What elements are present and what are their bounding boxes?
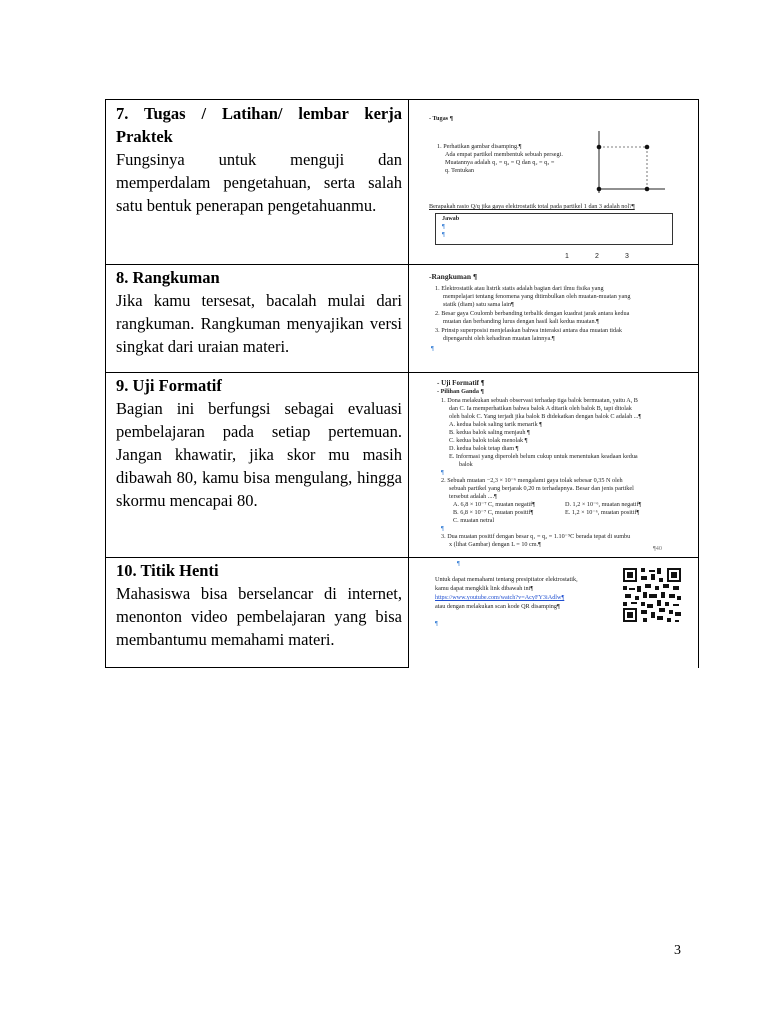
row-title: 9. Uji Formatif	[116, 376, 222, 395]
axis-label: 1	[565, 253, 569, 260]
thumb-line: x (lihat Gambar) dengan L = 10 cm.¶	[449, 541, 541, 548]
thumb-line: Berapakah rasio Q/q jika gaya elektrostatik total pada partikel 1 dan 3 adalah nol?¶	[429, 203, 635, 210]
answer-box: Jawab ¶ ¶	[435, 213, 673, 245]
row-rangkuman	[116, 266, 402, 358]
row-description: Jika kamu tersesat, bacalah mulai dari rangkuman. Rangkuman menyajikan versi singkat dari uraian materi.	[116, 291, 402, 356]
thumb-option: balok	[459, 461, 473, 468]
thumb-line: dipengaruhi oleh kehadiran muatan lainnya.¶	[443, 335, 555, 342]
thumb-line: 2. Sebuah muatan −2,3 × 10⁻⁶ mengalami gaya tolak sebesar 0,35 N oleh	[441, 477, 623, 484]
thumb-option: A. 6,8 × 10⁻⁷ C, muatan negatif¶	[453, 501, 535, 508]
thumb-option: D. kedua balok tetap diam ¶	[449, 445, 519, 452]
thumbnail-titik-henti: ¶ Untuk dapat memahami tentang presipitator elektrostatik, kamu dapat mengklik link dibawah ini¶ https://www.youtube.com/watch?v=AcyFY3iAdlw¶ atau dengan melakukan scan kode QR disamping¶ ¶	[409, 558, 698, 668]
row-description: Mahasiswa bisa berselancar di internet, menonton video pembelajaran yang bisa membantumu memahami materi.	[116, 584, 402, 649]
thumb-line: Ada empat partikel membentuk sebuah persegi.	[445, 151, 563, 158]
thumb-line: 3. Dua muatan positif dengan besar q₁ = q₂ = 1.10⁻⁹C berada tepat di sumbu	[441, 533, 631, 540]
row-description: Fungsinya untuk menguji dan memperdalam pengetahuan, serta salah satu bentuk penerapan pengetahuanmu.	[116, 150, 402, 215]
axis-label: 3	[625, 253, 629, 260]
thumb-line: dan C. Ia memperhatikan bahwa balok A ditarik oleh balok B, tapi ditolak	[449, 405, 632, 412]
row-titik-henti	[116, 559, 402, 651]
thumb-option: E. 1,2 × 10⁻⁶, muatan positif¶	[565, 509, 640, 516]
row-title: 7. Tugas / Latihan/ lembar kerja Praktek	[116, 104, 402, 146]
thumb-line: atau dengan melakukan scan kode QR disamping¶	[435, 603, 560, 610]
qr-code-icon	[621, 566, 683, 624]
thumb-line: sebuah partikel yang berjarak 0,20 m terhadapnya. Besar dan jenis partikel	[449, 485, 634, 492]
thumbnail-uji-formatif: - Uji Formatif ¶ - Pilihan Ganda ¶ 1. Dona melakukan sebuah observasi terhadap tiga balok bermuatan, yaitu A, B dan C. Ia memperhatikan bahwa balok A ditarik oleh balok B, tapi ditolak oleh balok C. Yang terjadi jika balok B didekatkan dengan balok C adalah ...¶ A. kedua balok saling tarik menarik ¶ B. kedua balok saling menjauh ¶ C. kedua balok tolak menolak ¶ D. kedua balok tetap diam ¶ E. Informasi yang diperoleh belum cukup untuk menentukan keadaan kedua balok ¶ 2. Sebuah muatan −2,3 × 10⁻⁶ mengalami gaya tolak sebesar 0,35 N oleh sebuah partikel yang berjarak 0,20 m terhadapnya. Besar dan jenis partikel tersebut adalah ....¶ A. 6,8 × 10⁻⁷ C, muatan negatif¶ D. 1,2 × 10⁻⁶, muatan negatif¶ B. 6,8 × 10⁻⁷ C, muatan positif¶ E. 1,2 × 10⁻⁶, muatan positif¶ C. muatan netral ¶ 3. Dua muatan positif dengan besar q₁ = q₂ = 1.10⁻⁹C berada tepat di sumbu x (lihat Gambar) dengan L = 10 cm.¶ ¶40	[409, 373, 698, 557]
thumb-line: q. Tentukan	[445, 167, 475, 174]
thumb-heading: -Rangkuman ¶	[429, 272, 478, 281]
row-description: Bagian ini berfungsi sebagai evaluasi pembelajaran pada setiap pertemuan. Jangan khawatir, jika skor mu masih dibawah 80, kamu bisa mengulang, hingga skormu mencapai 80.	[116, 399, 402, 510]
row-title: 8. Rangkuman	[116, 268, 220, 287]
thumb-line: mempelajari tentang fenomena yang ditimbulkan oleh muatan-muatan yang	[443, 293, 631, 300]
thumb-corner-mark: ¶40	[653, 545, 662, 552]
row-uji-formatif	[116, 374, 402, 512]
thumb-line: oleh balok C. Yang terjadi jika balok B didekatkan dengan balok C adalah ...¶	[449, 413, 642, 420]
square-charges-figure	[589, 127, 669, 197]
thumb-heading: - Tugas ¶	[429, 115, 453, 122]
thumb-line: Muatannya adalah q₁ = q₄ = Q dan q₂ = q₃ =	[445, 159, 555, 166]
row-title: 10. Titik Henti	[116, 561, 219, 580]
thumb-heading: - Uji Formatif ¶	[437, 379, 485, 387]
axis-label: 2	[595, 253, 599, 260]
content-table	[105, 99, 699, 668]
thumb-line: muatan dan berbanding lurus dengan hasil kali kedua muatan.¶	[443, 318, 599, 325]
thumb-option: B. kedua balok saling menjauh ¶	[449, 429, 530, 436]
thumb-option: B. 6,8 × 10⁻⁷ C, muatan positif¶	[453, 509, 534, 516]
row-tugas	[116, 102, 402, 217]
thumbnail-rangkuman: -Rangkuman ¶ 1. Elektrostatik atau listrik statis adalah bagian dari ilmu fisika yang mempelajari tentang fenomena yang ditimbulkan oleh muatan-muatan yang statik (diam) satu sama lain¶ 2. Besar gaya Coulomb berbanding terbalik dengan kuadrat jarak antara kedua muatan dan berbanding lurus dengan hasil kali kedua muatan.¶ 3. Prinsip superposisi menjelaskan bahwa interaksi antara dua muatan tidak dipengaruhi oleh kehadiran muatan lainnya.¶ ¶	[409, 265, 698, 372]
thumb-option: C. muatan netral	[453, 517, 495, 524]
answer-label: Jawab	[442, 215, 460, 222]
thumb-line: 1. Dona melakukan sebuah observasi terhadap tiga balok bermuatan, yaitu A, B	[441, 397, 638, 404]
thumb-line: tersebut adalah ....¶	[449, 493, 497, 500]
thumb-line: statik (diam) satu sama lain¶	[443, 301, 514, 308]
thumb-option: A. kedua balok saling tarik menarik ¶	[449, 421, 543, 428]
thumb-option: D. 1,2 × 10⁻⁶, muatan negatif¶	[565, 501, 642, 508]
thumb-line: 1. Perhatikan gambar disamping.¶	[437, 143, 522, 150]
thumbnail-tugas	[409, 101, 698, 264]
thumb-line: 1. Elektrostatik atau listrik statis adalah bagian dari ilmu fisika yang	[435, 285, 604, 292]
thumb-line: 3. Prinsip superposisi menjelaskan bahwa interaksi antara dua muatan tidak	[435, 327, 622, 334]
thumb-option: C. kedua balok tolak menolak ¶	[449, 437, 528, 444]
thumb-subheading: - Pilihan Ganda ¶	[437, 388, 484, 395]
thumb-option: E. Informasi yang diperoleh belum cukup untuk menentukan keadaan kedua	[449, 453, 638, 460]
video-link[interactable]: https://www.youtube.com/watch?v=AcyFY3iAdlw¶	[435, 594, 565, 601]
thumb-line: 2. Besar gaya Coulomb berbanding terbalik dengan kuadrat jarak antara kedua	[435, 310, 630, 317]
thumb-line: kamu dapat mengklik link dibawah ini¶	[435, 585, 534, 592]
page-number: 3	[674, 943, 681, 958]
thumb-line: Untuk dapat memahami tentang presipitator elektrostatik,	[435, 576, 578, 583]
